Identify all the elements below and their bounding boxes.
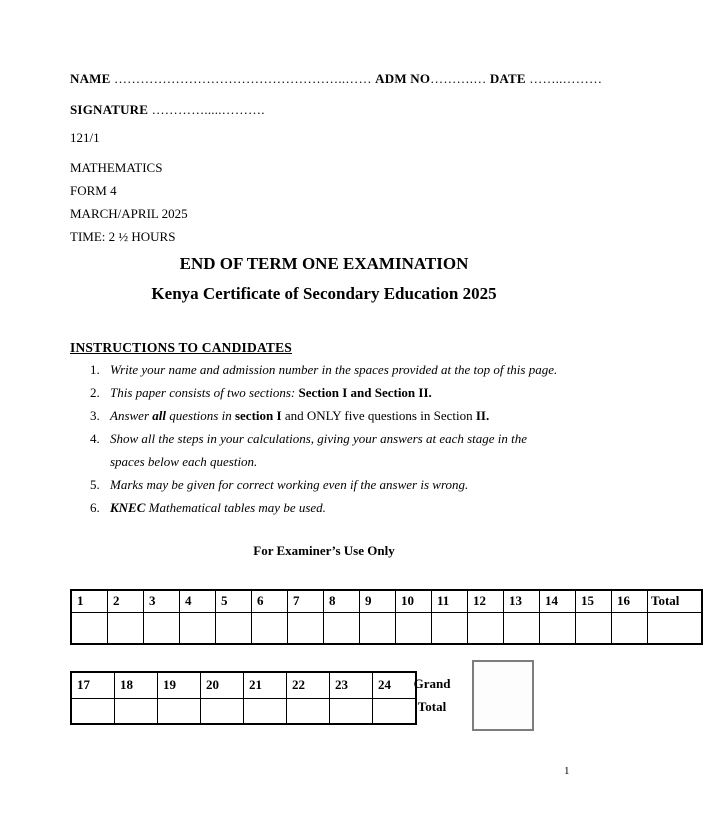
instruction-number: 4. — [90, 431, 100, 446]
marks-table-value-cell — [71, 612, 108, 644]
marks-table-value-cell — [330, 698, 373, 724]
instruction-number: 5. — [90, 477, 100, 492]
instruction-text-segment: Section I and Section II. — [298, 385, 432, 400]
marks-table-header-cell: 21 — [244, 672, 287, 698]
instruction-item — [70, 427, 575, 473]
instruction-text-segment: II. — [475, 408, 490, 423]
marks-table-header-cell: 19 — [158, 672, 201, 698]
instruction-text-segment: questions in — [165, 408, 235, 423]
marks-table-value-cell — [158, 698, 201, 724]
name-label: NAME — [70, 71, 111, 86]
marks-table-header-cell: 20 — [201, 672, 244, 698]
paper-form: FORM 4 — [70, 183, 117, 198]
marks-table-header-cell: 6 — [252, 590, 288, 612]
adm-no-label: ADM NO — [375, 71, 431, 86]
instruction-text-segment: Write your name and admission number in the spaces provided at the top of this page. — [110, 362, 558, 377]
marks-table-value-cell — [244, 698, 287, 724]
marks-table-header-cell: 24 — [373, 672, 417, 698]
instruction-number: 1. — [90, 362, 100, 377]
instruction-text-segment: Answer — [110, 408, 153, 423]
instruction-item — [70, 473, 575, 496]
marks-table-value-cell — [396, 612, 432, 644]
instruction-text — [110, 404, 560, 427]
instruction-number: 3. — [90, 408, 100, 423]
instruction-text — [110, 427, 560, 473]
marks-table-value-cell — [288, 612, 324, 644]
marks-table-header-cell: 16 — [612, 590, 648, 612]
instruction-text — [110, 496, 560, 519]
page-number: 1 — [564, 765, 570, 777]
instructions-list — [70, 358, 575, 519]
marks-table-header-cell: 23 — [330, 672, 373, 698]
examiner-use-heading: For Examiner’s Use Only — [253, 543, 395, 558]
signature-dotted-blank: ………….....………. — [148, 102, 265, 117]
grand-total-label-line2: Total — [417, 699, 447, 714]
instruction-number: 2. — [90, 385, 100, 400]
marks-table-value-cell — [504, 612, 540, 644]
marks-table-section1 — [70, 589, 703, 645]
marks-table-value-cell — [612, 612, 648, 644]
signature-line — [70, 102, 265, 118]
date-label: DATE — [489, 71, 526, 86]
marks-table-header-cell: 7 — [288, 590, 324, 612]
marks-table-value-cell — [648, 612, 703, 644]
marks-table-value-cell — [180, 612, 216, 644]
marks-table-header-cell: 3 — [144, 590, 180, 612]
marks-table-value-cell — [360, 612, 396, 644]
marks-table-header-cell: 18 — [115, 672, 158, 698]
instruction-text-segment: section I — [234, 408, 282, 423]
instruction-item — [70, 381, 575, 404]
marks-table-value-cell — [324, 612, 360, 644]
marks-table-header-cell: 13 — [504, 590, 540, 612]
paper-subject: MATHEMATICS — [70, 160, 163, 175]
paper-time: TIME: 2 ½ HOURS — [70, 229, 176, 244]
marks-table-value-cell — [287, 698, 330, 724]
adm-no-dotted-blank: ……….… — [430, 71, 490, 86]
marks-table-header-cell: 1 — [71, 590, 108, 612]
date-dotted-blank: ……..……… — [525, 71, 603, 86]
marks-table-value-cell — [108, 612, 144, 644]
marks-table-header-cell: 4 — [180, 590, 216, 612]
marks-table-value-cell — [216, 612, 252, 644]
marks-table-section2 — [70, 671, 417, 725]
grand-total-box — [472, 660, 534, 731]
instruction-text-segment: all — [152, 408, 166, 423]
instruction-text-segment: This paper consists of two sections: — [110, 385, 299, 400]
instruction-item — [70, 404, 575, 427]
marks-table-header-cell: 9 — [360, 590, 396, 612]
marks-table-header-cell: 15 — [576, 590, 612, 612]
grand-total-label-line1: Grand — [413, 676, 451, 691]
marks-table-header-cell: 5 — [216, 590, 252, 612]
paper-session: MARCH/APRIL 2025 — [70, 206, 188, 221]
marks-table-header-cell: 8 — [324, 590, 360, 612]
instruction-number: 6. — [90, 500, 100, 515]
exam-title: END OF TERM ONE EXAMINATION — [179, 254, 469, 273]
marks-table-header-cell: 12 — [468, 590, 504, 612]
paper-code: 121/1 — [70, 130, 100, 145]
instruction-text-segment: KNEC — [110, 500, 146, 515]
instruction-text — [110, 358, 560, 381]
instructions-heading: INSTRUCTIONS TO CANDIDATES — [70, 340, 293, 355]
instruction-text — [110, 473, 560, 496]
instruction-text-segment: and ONLY five questions in Section — [281, 408, 476, 423]
instruction-item — [70, 496, 575, 519]
marks-table-value-cell — [540, 612, 576, 644]
marks-table-value-cell — [252, 612, 288, 644]
name-adm-date-line — [70, 71, 602, 87]
marks-table-value-cell — [144, 612, 180, 644]
marks-table-value-cell — [576, 612, 612, 644]
marks-table-value-cell — [468, 612, 504, 644]
grand-total-label — [402, 672, 462, 718]
certificate-title: Kenya Certificate of Secondary Education 2025 — [151, 284, 497, 303]
signature-label: SIGNATURE — [70, 102, 149, 117]
instruction-text — [110, 381, 560, 404]
marks-table-header-cell: 14 — [540, 590, 576, 612]
marks-table-header-cell: 22 — [287, 672, 330, 698]
marks-table-value-cell — [201, 698, 244, 724]
marks-table-value-cell — [115, 698, 158, 724]
instruction-text-segment: Mathematical tables may be used. — [145, 500, 326, 515]
marks-table-value-cell — [432, 612, 468, 644]
name-dotted-blank: ……………………………………………..…… — [110, 71, 376, 86]
marks-table-header-cell: 11 — [432, 590, 468, 612]
instruction-item — [70, 358, 575, 381]
instruction-text-segment: Show all the steps in your calculations, giving your answers at each stage in the spaces below each question. — [110, 431, 528, 469]
instruction-text-segment: Marks may be given for correct working even if the answer is wrong. — [110, 477, 469, 492]
marks-table-value-cell — [71, 698, 115, 724]
marks-table-header-cell: Total — [648, 590, 703, 612]
marks-table-header-cell: 10 — [396, 590, 432, 612]
marks-table-header-cell: 17 — [71, 672, 115, 698]
marks-table-header-cell: 2 — [108, 590, 144, 612]
